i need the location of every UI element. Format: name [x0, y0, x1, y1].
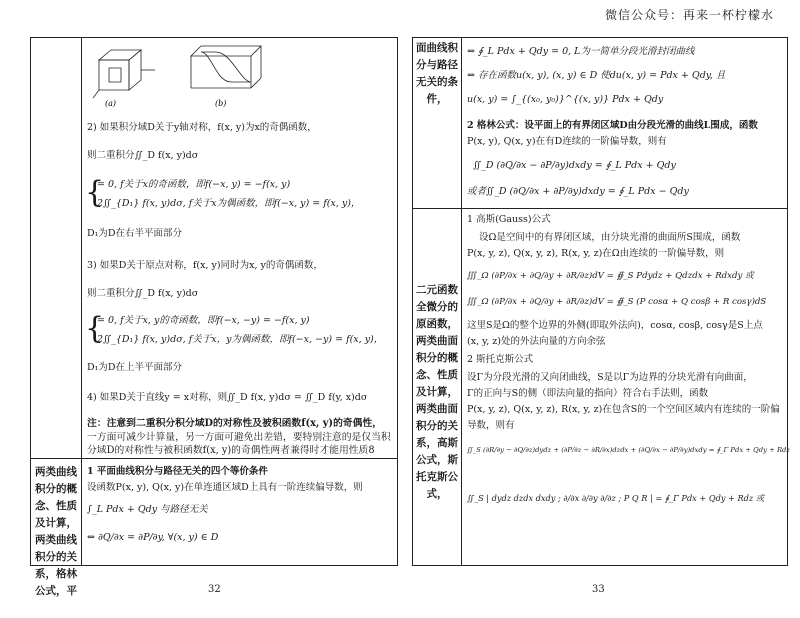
right-page-table	[412, 37, 788, 566]
right-column-divider	[461, 38, 462, 565]
figure-a-inner	[109, 68, 121, 82]
row2-line-2: P(x, y, z), Q(x, y, z), R(x, y, z)在Ω由连续的一阶偏导数，则	[467, 248, 725, 259]
row1-line-3: 2 格林公式：设平面上的有界闭区域D由分段光滑的曲线L围成，函数	[467, 120, 758, 131]
row2-line-10: P(x, y, z), Q(x, y, z), R(x, y, z)在包含S的一个空间区域内有连续的一阶偏	[467, 404, 780, 415]
note-line-3: 分域D的对称性与被积函数f(x, y)的奇偶性两者兼得时才能用性质8	[87, 445, 375, 456]
row1-line-6: 或者∬_D (∂Q/∂x + ∂P/∂y)dxdy = ∮_L Pdx − Qdy	[467, 186, 689, 197]
left-row2-label: 两类曲线积分的概念、性质及计算，两类曲线积分的关系，格林公式，平	[35, 466, 77, 597]
row2-line-11: 导数，则有	[467, 420, 515, 431]
row2-line-9: Γ的正向与S的侧（即法向量的指向）符合右手法则，函数	[467, 388, 709, 399]
row2-line-5: 这里S是Ω的整个边界的外侧(即取外法向)，cosα, cosβ, cosγ是S上点	[467, 320, 763, 331]
sym-origin-brace: {	[85, 311, 105, 346]
sym-origin-case2: 2∬_{D₁} f(x, y)dσ, f关于x，y为偶函数，即f(−x, −y) = f(x, y)，	[97, 334, 384, 345]
sym-x-brace: {	[85, 175, 105, 210]
left-page-number: 32	[208, 584, 221, 595]
row2-line-7: 2 斯托克斯公式	[467, 354, 534, 365]
figure-b-surface	[201, 52, 251, 82]
right-row2-label: 二元函数全微分的原函数，两类曲面积分的概念、性质及计算，两类曲面积分的关系，高斯公式，斯托克斯公式，	[416, 284, 458, 500]
sym-x-title: 2) 如果积分域D关于y轴对称，f(x, y)为x的奇偶函数，	[87, 122, 317, 133]
green-line2: ∫_L Pdx + Qdy 与路径无关	[87, 504, 208, 515]
left-column-divider	[81, 38, 82, 565]
sym-origin-note: D₁为D在上半平面部分	[87, 362, 183, 373]
row2-line-6: (x, y, z)处的外法向量的方向余弦	[467, 336, 606, 347]
sym-origin-title: 3) 如果D关于原点对称，f(x, y)同时为x, y的奇偶函数，	[87, 260, 323, 271]
sym-x-lead: 则二重积分∬_D f(x, y)dσ	[87, 150, 199, 161]
note-line-1: 注：注意到二重积分积分域D的对称性及被积函数f(x, y)的奇偶性，	[87, 418, 383, 429]
figure-a-side	[129, 50, 141, 90]
row1-line-4: P(x, y), Q(x, y)在有D连续的一阶偏导数，则有	[467, 136, 667, 147]
figure-label-b: (b)	[215, 99, 227, 108]
row2-line-8: 设Γ为分段光滑的又向闭曲线，S是以Γ为边界的分块光滑有向曲面，	[467, 372, 753, 383]
region-figure	[91, 42, 271, 108]
sym-x-note: D₁为D在右半平面部分	[87, 228, 183, 239]
row1-line-0: ⇔ ∮_L Pdx + Qdy = 0, L为一简单分段光滑封闭曲线	[467, 46, 695, 57]
sym-yx-rule: 4) 如果D关于直线y = x对称，则∬_D f(x, y)dσ = ∬_D f(y, x)dσ	[87, 392, 368, 403]
left-row-divider	[31, 458, 397, 459]
row2-line-0: 1 高斯(Gauss)公式	[467, 214, 551, 225]
row1-line-5: ∬_D (∂Q/∂x − ∂P/∂y)dxdy = ∮_L Pdx + Qdy	[473, 160, 676, 171]
row2-line-4: ∭_Ω (∂P/∂x + ∂Q/∂y + ∂R/∂z)dV = ∯_S (P cosα + Q cosβ + R cosγ)dS	[467, 297, 767, 307]
green-line3: ⇔ ∂Q/∂x = ∂P/∂y, ∀(x, y) ∈ D	[87, 532, 219, 543]
sym-x-case1: = 0, f关于x的奇函数，即f(−x, y) = −f(x, y)	[97, 179, 291, 190]
figure-label-a: (a)	[105, 99, 117, 108]
sym-origin-lead: 则二重积分∬_D f(x, y)dσ	[87, 288, 199, 299]
note-line-2: 一方面可减少计算量，另一方面可避免出差错，要特别注意的是仅当积	[87, 432, 391, 443]
right-row1-label: 面曲线积分与路径无关的条件，	[416, 42, 458, 105]
sym-x-case2: 2∬_{D₁} f(x, y)dσ, f关于x为偶函数，即f(−x, y) = f(x, y)，	[97, 198, 361, 209]
figure-a-front	[99, 60, 129, 90]
watermark: 微信公众号：再来一杯柠檬水	[604, 8, 774, 22]
row2-line-3: ∭_Ω (∂P/∂x + ∂Q/∂y + ∂R/∂z)dV = ∯_S Pdydz + Qdzdx + Rdxdy 或	[467, 271, 754, 281]
right-row-divider	[413, 208, 787, 209]
row2-line-12: ∬_S (∂R/∂y − ∂Q/∂z)dydz + (∂P/∂z − ∂R/∂x)dzdx + (∂Q/∂x − ∂P/∂y)dxdy = ∮_Γ Pdx + Qdy + Rdz	[467, 446, 790, 454]
green-title: 1 平面曲线积分与路径无关的四个等价条件	[87, 466, 268, 477]
green-line1: 设函数P(x, y), Q(x, y)在单连通区域D上具有一阶连续偏导数，则	[87, 482, 363, 493]
row2-line-1: 设Ω是空间中的有界闭区域，由分块光滑的曲面所S围成，函数	[479, 232, 741, 243]
sym-origin-case1: = 0, f关于x, y的奇函数，即f(−x, −y) = −f(x, y)	[97, 315, 310, 326]
row1-line-2: u(x, y) = ∫_{(x₀, y₀)}^{(x, y)} Pdx + Qdy	[467, 94, 664, 105]
right-page-number: 33	[592, 584, 605, 595]
row2-line-13: ∬_S | dydz dzdx dxdy ; ∂/∂x ∂/∂y ∂/∂z ; P Q R | = ∮_Γ Pdx + Qdy + Rdz 或	[467, 493, 765, 503]
row1-line-1: ⇔ 存在函数u(x, y), (x, y) ∈ D 使du(x, y) = Pdx + Qdy, 且	[467, 70, 726, 81]
